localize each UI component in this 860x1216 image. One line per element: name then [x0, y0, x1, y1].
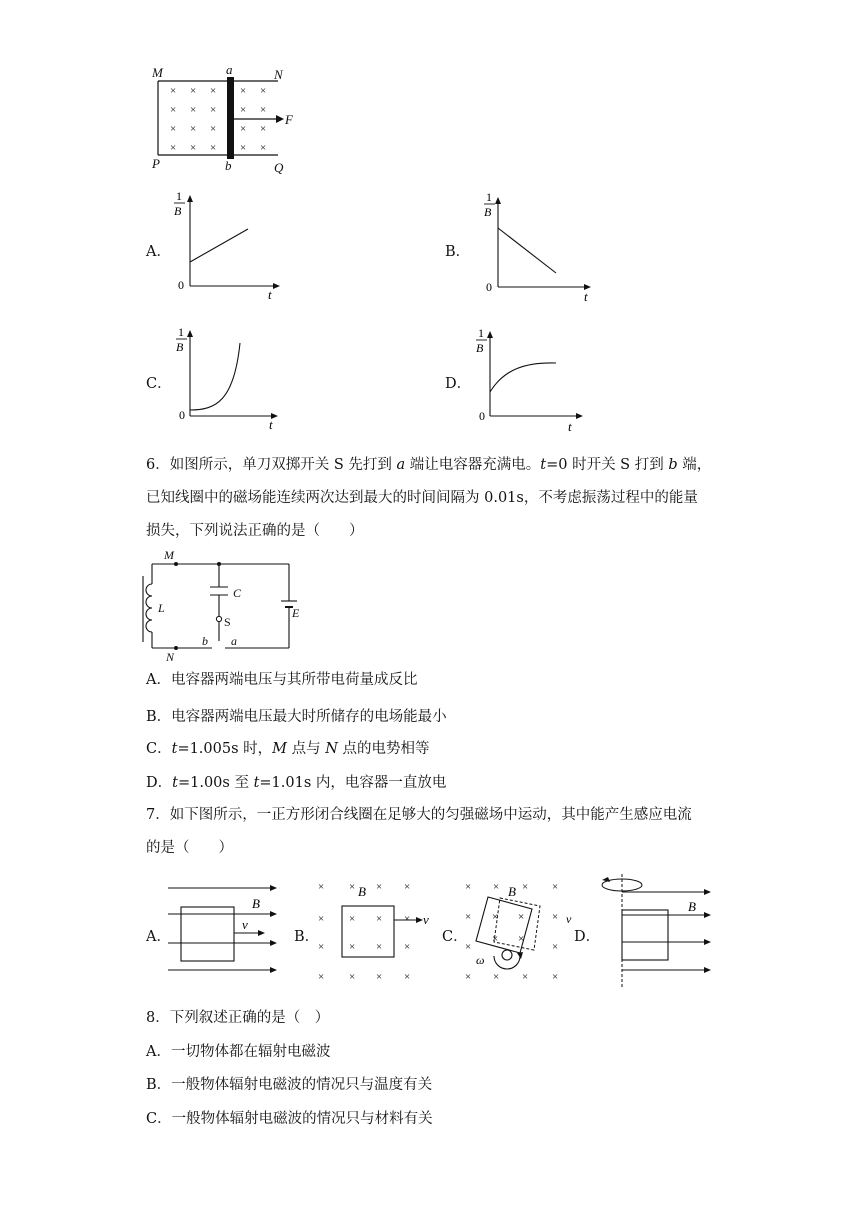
q6-option-a[interactable]: A．电容器两端电压与其所带电荷量成反比: [146, 672, 418, 688]
q5-graph-a: [168, 186, 283, 301]
y-label-num: 1: [176, 189, 182, 203]
origin-label: 0: [479, 409, 485, 423]
label-Q: Q: [274, 160, 284, 175]
q5-option-b-label[interactable]: B．: [445, 244, 471, 260]
q5-option-a-label[interactable]: A．: [146, 244, 171, 260]
svg-text:×: ×: [318, 913, 325, 925]
label-S: S: [224, 615, 231, 629]
field-cross: ×: [240, 104, 247, 116]
field-cross: ×: [170, 142, 177, 154]
q6-line-1: 6．如图所示，单刀双掷开关 S 先打到 a 端让电容器充满电。t=0 时开关 S 打到 b 端，: [146, 457, 712, 473]
field-cross: ×: [260, 142, 267, 154]
origin-label: 0: [486, 280, 492, 294]
field-cross: ×: [260, 123, 267, 135]
x-label: t: [584, 289, 588, 303]
x-label: t: [568, 419, 572, 434]
svg-text:×: ×: [552, 971, 559, 983]
svg-text:×: ×: [349, 881, 356, 893]
q7-option-d-label[interactable]: D．: [574, 929, 601, 945]
svg-text:×: ×: [522, 971, 529, 983]
svg-text:×: ×: [404, 971, 411, 983]
label-B: B: [688, 899, 696, 914]
q7-line-2: 的是（ ）: [146, 840, 233, 856]
label-v: v: [423, 912, 429, 927]
svg-text:×: ×: [493, 881, 500, 893]
label-b: b: [202, 634, 208, 648]
label-N: N: [274, 67, 283, 82]
svg-text:×: ×: [552, 881, 559, 893]
field-cross: ×: [240, 123, 247, 135]
svg-text:×: ×: [465, 881, 472, 893]
rail-figure: [148, 62, 308, 180]
svg-text:×: ×: [349, 941, 356, 953]
svg-text:×: ×: [465, 971, 472, 983]
origin-label: 0: [179, 408, 185, 422]
q5-graph-b: [476, 188, 596, 303]
origin-label: 0: [178, 278, 184, 292]
label-N: N: [166, 650, 175, 664]
q8-option-c[interactable]: C．一般物体辐射电磁波的情况只与材料有关: [146, 1111, 433, 1127]
svg-text:×: ×: [522, 881, 529, 893]
svg-text:×: ×: [376, 971, 383, 983]
y-label-den: B: [476, 341, 484, 355]
field-cross: ×: [260, 85, 267, 97]
label-a: a: [231, 634, 237, 648]
field-cross: ×: [190, 123, 197, 135]
field-cross: ×: [260, 104, 267, 116]
q7-figure-b: [312, 876, 440, 984]
label-P: P: [152, 156, 160, 171]
field-cross: ×: [210, 142, 217, 154]
lc-circuit-figure: [136, 546, 306, 664]
field-cross: ×: [210, 104, 217, 116]
q6-option-c[interactable]: C．t=1.005s 时，M 点与 N 点的电势相等: [146, 741, 430, 757]
label-F: F: [285, 112, 293, 127]
field-cross: ×: [210, 123, 217, 135]
label-b: b: [225, 158, 232, 173]
q5-option-d-label[interactable]: D．: [445, 376, 472, 392]
svg-text:×: ×: [376, 881, 383, 893]
svg-text:×: ×: [376, 913, 383, 925]
field-cross: ×: [240, 142, 247, 154]
label-M: M: [152, 65, 163, 80]
field-cross: ×: [240, 85, 247, 97]
label-B: B: [252, 896, 260, 911]
q7-figure-a: [166, 878, 284, 982]
svg-text:×: ×: [552, 941, 559, 953]
svg-text:×: ×: [492, 911, 499, 923]
svg-text:×: ×: [518, 933, 525, 945]
y-label-den: B: [176, 340, 184, 354]
label-v: v: [566, 912, 572, 926]
svg-text:×: ×: [376, 941, 383, 953]
q5-option-c-label[interactable]: C．: [146, 376, 172, 392]
x-label: t: [268, 287, 272, 301]
field-cross: ×: [190, 142, 197, 154]
svg-text:×: ×: [318, 971, 325, 983]
svg-text:×: ×: [465, 911, 472, 923]
svg-text:×: ×: [493, 971, 500, 983]
q6-option-d[interactable]: D．t=1.00s 至 t=1.01s 内，电容器一直放电: [146, 775, 447, 791]
svg-text:×: ×: [465, 941, 472, 953]
svg-text:×: ×: [349, 913, 356, 925]
y-label-num: 1: [486, 190, 492, 204]
q7-option-b-label[interactable]: B．: [294, 929, 320, 945]
label-B: B: [358, 884, 366, 899]
q6-option-b[interactable]: B．电容器两端电压最大时所储存的电场能最小: [146, 709, 447, 725]
label-v: v: [242, 917, 248, 932]
q5-graph-d: [476, 324, 591, 434]
q8-option-a[interactable]: A．一切物体都在辐射电磁波: [146, 1044, 331, 1060]
label-a: a: [226, 62, 233, 77]
q7-option-c-label[interactable]: C．: [442, 929, 468, 945]
field-cross: ×: [170, 85, 177, 97]
q7-figure-d: [594, 872, 714, 990]
svg-text:×: ×: [349, 971, 356, 983]
q7-figure-c: [460, 876, 580, 984]
svg-text:×: ×: [318, 881, 325, 893]
q6-line-2: 已知线圈中的磁场能连续两次达到最大的时间间隔为 0.01s，不考虑振荡过程中的能量: [146, 490, 698, 506]
svg-text:×: ×: [492, 933, 499, 945]
field-cross: ×: [170, 123, 177, 135]
y-label-den: B: [484, 205, 492, 219]
svg-text:×: ×: [404, 941, 411, 953]
q8-line-1: 8．下列叙述正确的是（ ）: [146, 1010, 330, 1026]
y-label-num: 1: [178, 325, 184, 339]
q7-line-1: 7．如下图所示，一正方形闭合线圈在足够大的匀强磁场中运动，其中能产生感应电流: [146, 807, 692, 823]
label-M: M: [164, 548, 174, 562]
q7-option-a-label[interactable]: A．: [146, 929, 171, 945]
y-label-den: B: [174, 204, 182, 218]
svg-text:×: ×: [404, 913, 411, 925]
svg-text:×: ×: [552, 911, 559, 923]
svg-text:×: ×: [518, 911, 525, 923]
label-omega: ω: [476, 953, 485, 967]
q8-option-b[interactable]: B．一般物体辐射电磁波的情况只与温度有关: [146, 1077, 433, 1093]
field-cross: ×: [210, 85, 217, 97]
y-label-num: 1: [478, 326, 484, 340]
svg-text:×: ×: [318, 941, 325, 953]
label-L: L: [158, 601, 165, 615]
x-label: t: [269, 417, 273, 432]
label-C: C: [233, 586, 242, 600]
label-E: E: [292, 606, 300, 620]
field-cross: ×: [190, 104, 197, 116]
field-cross: ×: [190, 85, 197, 97]
q6-line-3: 损失，下列说法正确的是（ ）: [146, 523, 364, 539]
field-cross: ×: [170, 104, 177, 116]
svg-text:×: ×: [404, 881, 411, 893]
q5-graph-c: [168, 323, 283, 433]
label-B: B: [508, 884, 516, 899]
